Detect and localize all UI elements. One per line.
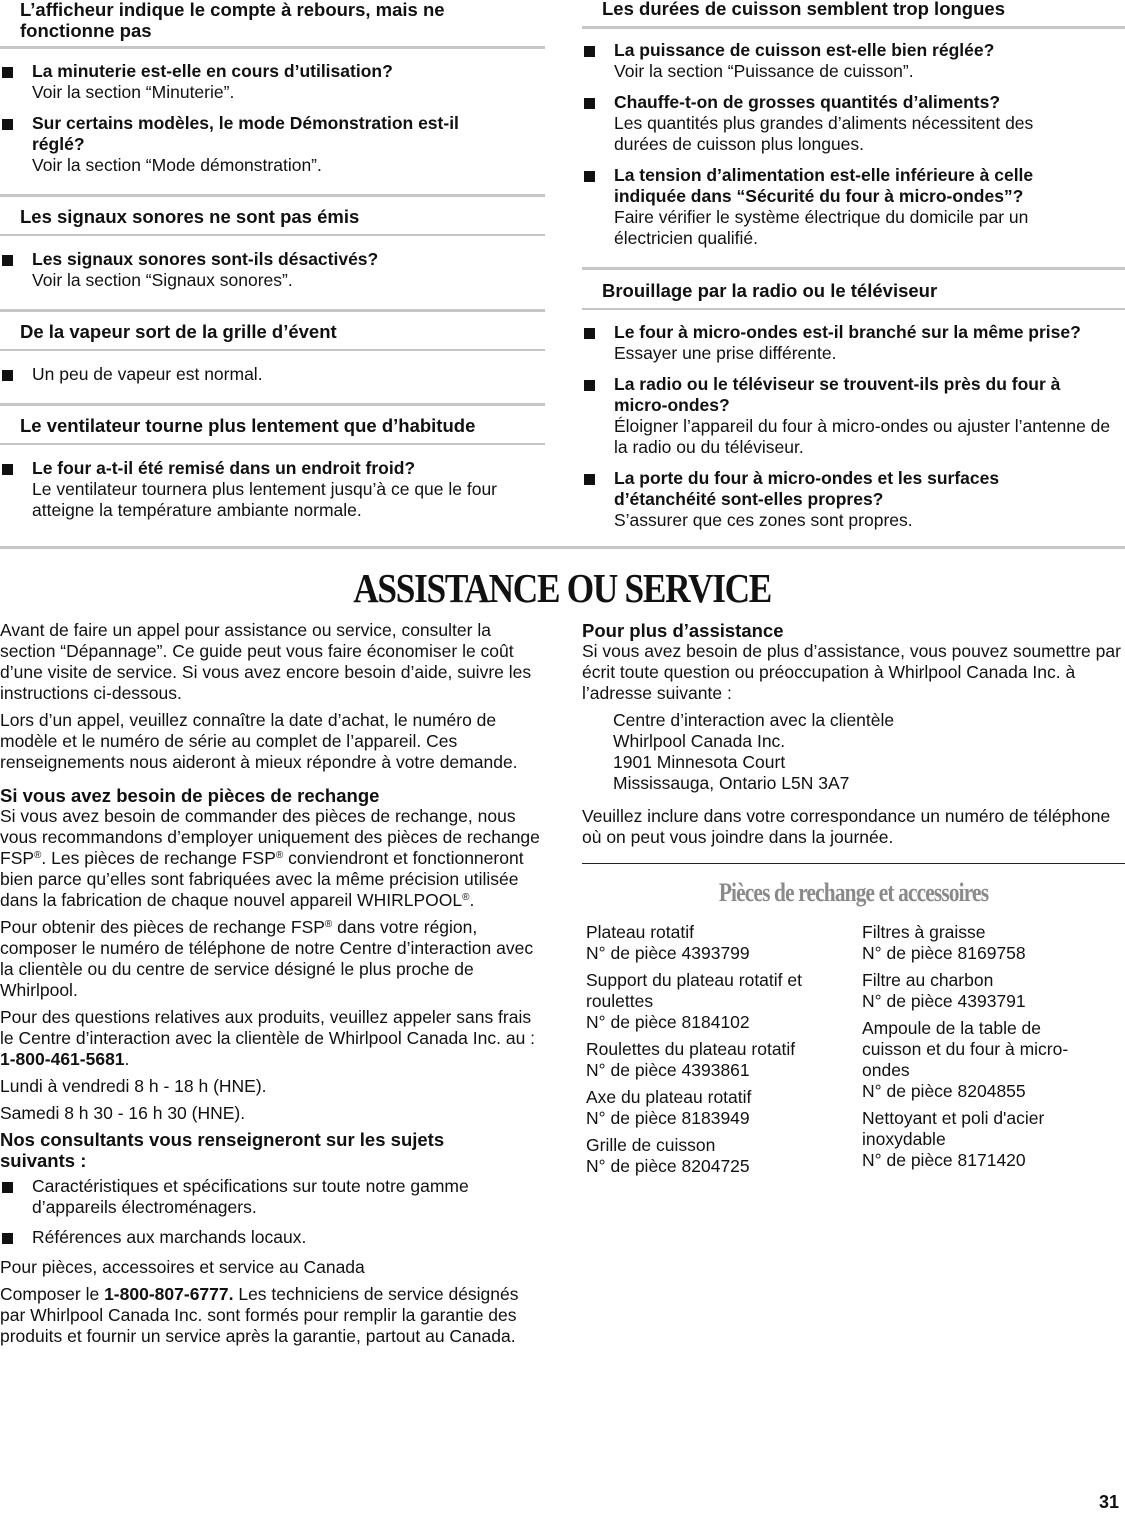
list-item: Filtre au charbon N° de pièce 4393791 [862, 970, 1026, 1011]
section-title: De la vapeur sort de la grille d’évent [20, 321, 337, 342]
list-item: Plateau rotatif N° de pièce 4393799 [586, 922, 750, 963]
bullet-square-icon [584, 380, 595, 391]
parts-rule [582, 863, 1125, 864]
list-item: Caractéristiques et spécifications sur toute notre gamme d’appareils électroménagers. [0, 1176, 545, 1218]
canada-paragraph: Composer le 1-800-807-6777. Les techniciens de service désignés par Whirlpool Canada Inc. sont formés pour remplir la garantie des produits et fournir un service après la garantie, partout au Canada. [0, 1284, 519, 1346]
section-rule [582, 26, 1125, 29]
bullet-square-icon [2, 255, 13, 266]
bullet-square-icon [584, 171, 595, 182]
bullet-square-icon [584, 46, 595, 57]
bullet-square-icon [584, 474, 595, 485]
section-rule [582, 267, 1125, 270]
section-rule [0, 234, 545, 236]
parts-accessories-title: Pièces de rechange et accessoires [718, 878, 989, 907]
parts-column [586, 922, 831, 1177]
phone-number: 1-800-461-5681 [0, 1049, 125, 1069]
list-item: Ampoule de la table de cuisson et du four à micro-ondes N° de pièce 8204855 [862, 1018, 1069, 1101]
parts-paragraph: Si vous avez besoin de commander des pièces de rechange, nous vous recommandons d’employer uniquement des pièces de rechange FSP®. Les pièces de rechange FSP® conviendront et fonctionneront bien parce qu’elles sont fabriquées avec la même précision utilisée dans la fabrication de chaque nouvel appareil WHIRLPOOL®. [0, 806, 540, 910]
bullet-square-icon [2, 464, 13, 475]
list-item: Support du plateau rotatif et roulettes N° de pièce 8184102 [586, 970, 802, 1032]
list-item: La radio ou le téléviseur se trouvent-ils près du four à micro-ondes? Éloigner l’appareil du four à micro-ondes ou ajuster l’antenne de la radio ou du téléviseur. [582, 374, 1125, 458]
list-item: Grille de cuisson N° de pièce 8204725 [586, 1135, 750, 1176]
list-item: Sur certains modèles, le mode Démonstration est-il réglé? Voir la section “Mode démonstration”. [0, 113, 545, 176]
bullet-square-icon [2, 67, 13, 78]
address-block [582, 710, 1125, 794]
bullet-square-icon [2, 119, 13, 130]
parts-table [582, 922, 1125, 1182]
list-item: Les signaux sonores sont-ils désactivés? Voir la section “Signaux sonores”. [0, 249, 545, 291]
list-item: Nettoyant et poli d'acier inoxydable N° de pièce 8171420 [862, 1108, 1045, 1170]
address-line: Mississauga, Ontario L5N 3A7 [613, 773, 850, 793]
assistance-right-column [582, 620, 1125, 1182]
list-item: Un peu de vapeur est normal. [0, 364, 545, 385]
list-item: Axe du plateau rotatif N° de pièce 8183949 [586, 1087, 752, 1128]
section-rule [0, 46, 545, 49]
section-rule [582, 308, 1125, 310]
section-title: L’afficheur indique le compte à rebours, mais ne fonctionne pas [20, 0, 445, 41]
section-rule [0, 443, 545, 445]
canada-line: Pour pièces, accessoires et service au Canada [0, 1257, 365, 1277]
address-line: 1901 Minnesota Court [613, 752, 786, 772]
replacement-parts-heading: Si vous avez besoin de pièces de rechange [0, 785, 380, 806]
section-title: Les signaux sonores ne sont pas émis [20, 206, 360, 227]
parts-paragraph: Pour obtenir des pièces de rechange FSP® dans votre région, composer le numéro de téléphone de notre Centre d’interaction avec la clientèle ou du centre de service désigné le plus proche de Whirlpool. [0, 917, 534, 1000]
section-rule [0, 309, 545, 312]
list-item: La minuterie est-elle en cours d’utilisation? Voir la section “Minuterie”. [0, 61, 545, 103]
address-line: Centre d’interaction avec la clientèle [613, 710, 895, 730]
intro-paragraph: Lors d’un appel, veuillez connaître la date d’achat, le numéro de modèle et le numéro de série au complet de l’appareil. Ces renseignements nous aideront à mieux répondre à votre demande. [0, 710, 518, 772]
list-item: Références aux marchands locaux. [0, 1227, 545, 1248]
more-assistance-paragraph: Si vous avez besoin de plus d’assistance, vous pouvez soumettre par écrit toute question ou préoccupation à Whirlpool Canada Inc. à l’adresse suivante : [582, 641, 1121, 703]
bullet-square-icon [2, 1182, 13, 1193]
parts-paragraph: Pour des questions relatives aux produits, veuillez appeler sans frais le Centre d’interaction avec la clientèle de Whirlpool Canada Inc. au : 1-800-461-5681. [0, 1007, 536, 1069]
list-item: La porte du four à micro-ondes et les surfaces d’étanchéité sont-elles propres? S’assurer que ces zones sont propres. [582, 468, 1125, 531]
list-item: Le four à micro-ondes est-il branché sur la même prise? Essayer une prise différente. [582, 322, 1125, 364]
section-title: Brouillage par la radio ou le téléviseur [602, 280, 938, 301]
consultants-heading: Nos consultants vous renseigneront sur les sujets suivants : [0, 1129, 445, 1171]
section-rule [0, 403, 545, 406]
list-item: La puissance de cuisson est-elle bien réglée? Voir la section “Puissance de cuisson”. [582, 40, 1125, 82]
parts-column [862, 922, 1092, 1171]
bullet-square-icon [2, 370, 13, 381]
hours-line: Samedi 8 h 30 - 16 h 30 (HNE). [0, 1103, 246, 1123]
assistance-left-column [0, 620, 545, 1347]
section-rule [0, 349, 545, 351]
list-item: Le four a-t-il été remisé dans un endroit froid? Le ventilateur tournera plus lentement jusqu’à ce que le four atteigne la température ambiante normale. [0, 458, 545, 521]
bullet-square-icon [584, 328, 595, 339]
hours-line: Lundi à vendredi 8 h - 18 h (HNE). [0, 1076, 267, 1096]
address-line: Whirlpool Canada Inc. [613, 731, 786, 751]
section-divider [0, 546, 1125, 549]
bullet-square-icon [2, 1233, 13, 1244]
section-title: Le ventilateur tourne plus lentement que d’habitude [20, 415, 476, 436]
trouble-section [0, 0, 545, 41]
section-title: Les durées de cuisson semblent trop longues [602, 0, 1005, 19]
intro-paragraph: Avant de faire un appel pour assistance ou service, consulter la section “Dépannage”. Ce guide peut vous faire économiser le coût d’une visite de service. Si vous avez encore besoin d’aide, suivre les instructions ci-dessous. [0, 620, 532, 703]
more-assistance-paragraph: Veuillez inclure dans votre correspondance un numéro de téléphone où on peut vous joindre dans la journée. [582, 806, 1111, 847]
list-item: Roulettes du plateau rotatif N° de pièce 4393861 [586, 1039, 796, 1080]
list-item: La tension d’alimentation est-elle inférieure à celle indiquée dans “Sécurité du four à micro-ondes”? Faire vérifier le système électrique du domicile par un électricien qualifié. [582, 165, 1125, 249]
page-title: ASSISTANCE OU SERVICE [353, 565, 772, 611]
phone-number: 1-800-807-6777. [104, 1284, 234, 1304]
page-number: 31 [1098, 1492, 1119, 1512]
more-assistance-heading: Pour plus d’assistance [582, 620, 784, 641]
bullet-square-icon [584, 98, 595, 109]
list-item: Filtres à graisse N° de pièce 8169758 [862, 922, 1026, 963]
section-rule [0, 194, 545, 197]
list-item: Chauffe-t-on de grosses quantités d’aliments? Les quantités plus grandes d’aliments nécessitent des durées de cuisson plus longues. [582, 92, 1125, 155]
